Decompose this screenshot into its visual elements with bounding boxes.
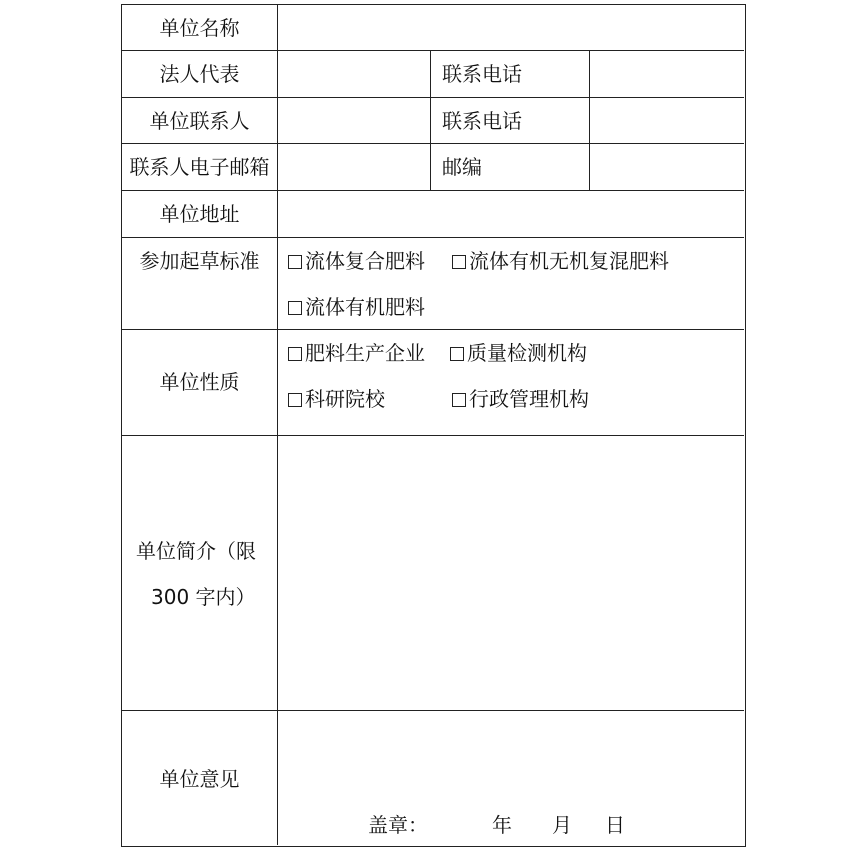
year-label: 年 [492,813,512,837]
email-field[interactable] [279,145,429,190]
checkbox[interactable] [450,347,464,361]
contact-field[interactable] [279,99,429,143]
nature-option-quality-inspection[interactable]: 质量检测机构 [450,341,587,365]
unit-name-label: 单位名称 [159,16,240,40]
zip-label: 邮编 [442,155,482,179]
legal-rep-field[interactable] [279,52,429,97]
checkbox[interactable] [288,255,302,269]
unit-name-field[interactable] [279,5,744,50]
row-divider [122,237,744,238]
day-label: 日 [605,813,625,837]
nature-option-fertilizer-producer[interactable]: 肥料生产企业 [288,341,425,365]
row-divider [122,50,744,51]
contact-label: 单位联系人 [149,109,250,133]
row-divider [122,190,744,191]
legal-rep-phone-label: 联系电话 [442,62,522,86]
legal-rep-label: 法人代表 [159,62,240,86]
opinion-field[interactable] [279,712,744,807]
zip-field[interactable] [591,145,744,190]
nature-option-research-institute[interactable]: 科研院校 [288,387,385,411]
checkbox[interactable] [452,393,466,407]
registration-form [121,4,746,847]
intro-label-line1: 单位简介（限 [136,539,256,563]
checkbox[interactable] [288,393,302,407]
standard-option-fluid-organic-inorganic[interactable]: 流体有机无机复混肥料 [452,249,669,273]
row-divider [122,329,744,330]
address-label: 单位地址 [159,202,240,226]
address-field[interactable] [279,192,744,237]
contact-phone-label: 联系电话 [442,109,522,133]
seal-label: 盖章： [368,813,428,837]
column-divider [589,50,590,190]
row-divider [122,710,744,711]
legal-rep-phone-field[interactable] [591,52,744,97]
checkbox[interactable] [288,347,302,361]
row-divider [122,435,744,436]
row-divider [122,143,744,144]
email-label: 联系人电子邮箱 [129,155,270,179]
month-label: 月 [552,813,572,837]
nature-label: 单位性质 [159,370,240,394]
checkbox[interactable] [288,301,302,315]
opinion-label: 单位意见 [159,767,240,791]
intro-label-line2: 300 字内） [151,585,256,609]
standard-label: 参加起草标准 [139,249,260,273]
contact-phone-field[interactable] [591,99,744,143]
standard-option-fluid-organic[interactable]: 流体有机肥料 [288,295,425,319]
nature-option-administration[interactable]: 行政管理机构 [452,387,589,411]
row-divider [122,97,744,98]
intro-field[interactable] [279,437,744,710]
checkbox[interactable] [452,255,466,269]
column-divider [430,50,431,190]
column-divider [277,5,278,845]
standard-option-fluid-compound[interactable]: 流体复合肥料 [288,249,425,273]
